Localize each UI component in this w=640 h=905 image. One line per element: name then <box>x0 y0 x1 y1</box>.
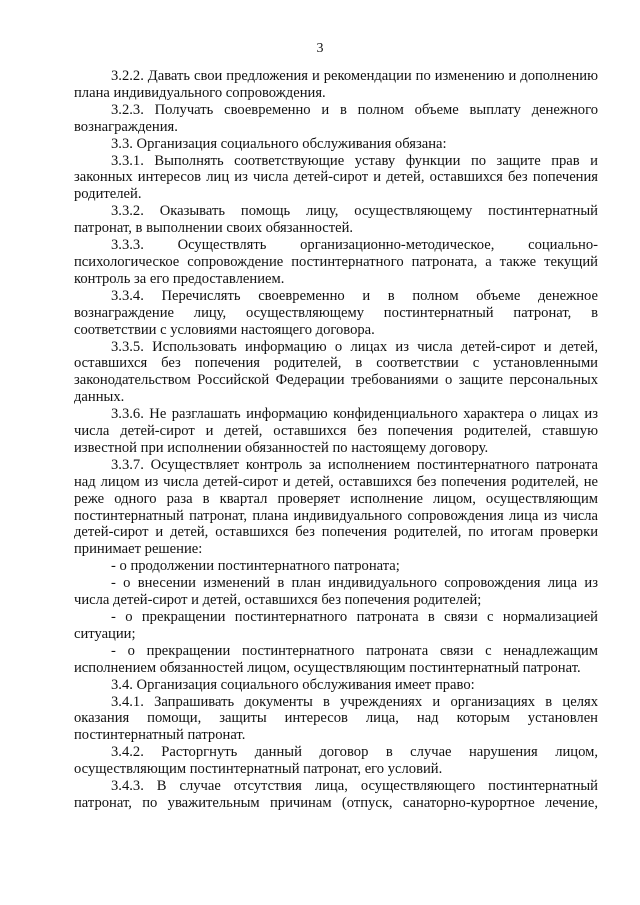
section-3-3-heading: 3.3. Организация социального обслуживания обязана: <box>111 135 447 152</box>
section-3-4-heading: 3.4. Организация социального обслуживания имеет право: <box>111 676 475 693</box>
paragraph-3-3-7: 3.3.7. Осуществляет контроль за исполнением постинтернатного патроната над лицом из числа детей-сирот и детей, оставшихся без попечения родителей, не реже одного раза в квартал проверяет исполнение лицом, осуществляющим постинтернатный патронат, плана индивидуального сопровождения лица из числа детей-сирот и детей, оставшихся без попечения родителей, по итогам проверки принимает решение: <box>74 456 598 558</box>
paragraph-3-3-5: 3.3.5. Использовать информацию о лицах из числа детей-сирот и детей, оставшихся без попечения родителей, в соответствии с установленными законодательством Российской Федерации требованиями о защите персональных данных. <box>74 338 598 406</box>
paragraph-3-3-3: 3.3.3. Осуществлять организационно-методическое, социально-психологическое сопровождение постинтернатного патроната, а также текущий контроль за его предоставлением. <box>74 237 598 287</box>
paragraph-3-4-1: 3.4.1. Запрашивать документы в учреждениях и организациях в целях оказания помощи, защиты интересов лица, над которым установлен постинтернатный патронат. <box>74 693 598 744</box>
paragraph-3-2-3: 3.2.3. Получать своевременно и в полном объеме выплату денежного вознаграждения. <box>74 101 598 135</box>
paragraph-3-4-2: 3.4.2. Расторгнуть данный договор в случае нарушения лицом, осуществляющим постинтернатный патронат, его условий. <box>74 744 598 778</box>
paragraph-3-3-1: 3.3.1. Выполнять соответствующие уставу функции по защите прав и законных интересов лиц из числа детей-сирот и детей, оставшихся без попечения родителей. <box>74 152 598 203</box>
paragraph-3-3-4: 3.3.4. Перечислять своевременно и в полном объеме денежное вознаграждение лицу, осуществляющему постинтернатный патронат, в соответствии с условиями настоящего договора. <box>74 287 598 338</box>
decision-item-continue: - о продолжении постинтернатного патроната; <box>111 558 400 575</box>
page-number: 3 <box>316 41 324 56</box>
decision-item-terminate-normalized: - о прекращении постинтернатного патроната в связи с нормализацией ситуации; <box>74 609 598 642</box>
paragraph-3-4-3: 3.4.3. В случае отсутствия лица, осуществляющего постинтернатный патронат, по уважительным причинам (отпуск, санаторно-курортное лечение, <box>74 778 598 811</box>
decision-item-terminate-improper: - о прекращении постинтернатного патроната связи с ненадлежащим исполнением обязанностей лицом, осуществляющим постинтернатный патронат. <box>74 642 598 676</box>
paragraph-3-2-2: 3.2.2. Давать свои предложения и рекомендации по изменению и дополнению плана индивидуального сопровождения. <box>74 68 598 101</box>
document-body <box>74 68 598 812</box>
decision-item-amend-plan: - о внесении изменений в план индивидуального сопровождения лица из числа детей-сирот и детей, оставшихся без попечения родителей; <box>74 575 598 609</box>
paragraph-3-3-6: 3.3.6. Не разглашать информацию конфиденциального характера о лицах из числа детей-сирот и детей, оставшихся без попечения родителей, ставшую известной при исполнении обязанностей по настоящему договору. <box>74 406 598 456</box>
paragraph-3-3-2: 3.3.2. Оказывать помощь лицу, осуществляющему постинтернатный патронат, в выполнении своих обязанностей. <box>74 203 598 237</box>
